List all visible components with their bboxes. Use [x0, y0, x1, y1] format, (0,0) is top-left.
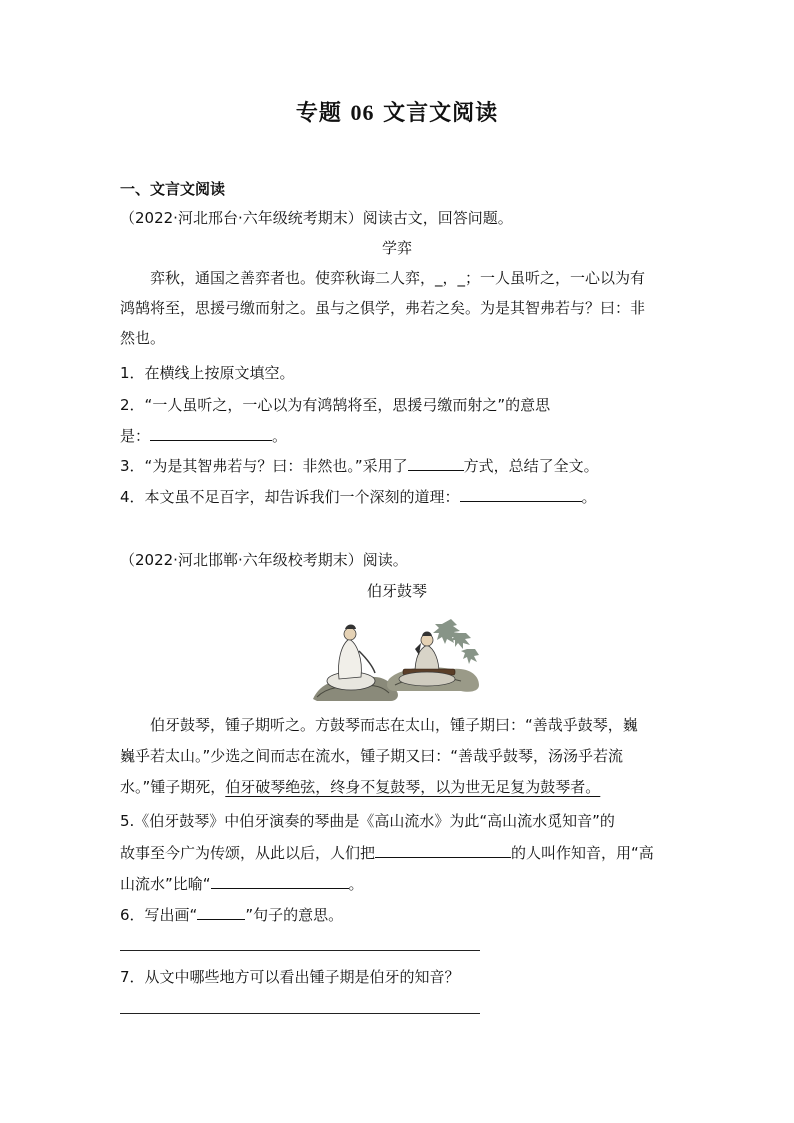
question-4: [120, 486, 680, 507]
two-scholars-illustration: [311, 615, 481, 703]
question-6-suffix: ”句子的意思。: [245, 906, 344, 924]
question-6-prefix: 6．写出画“: [120, 906, 198, 924]
question-3-suffix: 方式，总结了全文。: [463, 457, 599, 475]
question-6: [120, 904, 680, 925]
passage1-line3: 然也。: [120, 329, 166, 347]
question-1: 1．在横线上按原文填空。: [120, 364, 295, 382]
question-7: 7．从文中哪些地方可以看出锺子期是伯牙的知音？: [120, 968, 460, 986]
passage2-line3-plain: 水。”锺子期死，: [120, 778, 226, 796]
question-4-prefix: 4．本文虽不足百字，却告诉我们一个深刻的道理：: [120, 488, 460, 506]
answer-blank-q3[interactable]: [408, 456, 464, 471]
passage2-line1: 伯牙鼓琴，锺子期听之。方鼓琴而志在太山，锺子期曰：“善哉乎鼓琴，巍: [150, 716, 638, 734]
page-title: [0, 96, 794, 127]
title-rest: 文言文阅读: [383, 101, 499, 126]
question-5-part1: 故事至今广为传颂，从此以后，人们把: [120, 844, 376, 862]
question-5-part2: 的人叫作知音，用“高: [511, 844, 654, 862]
question-2-line2: [120, 425, 680, 446]
section-heading: 一、文言文阅读: [120, 180, 226, 198]
question-5-line2: [120, 842, 680, 863]
title-prefix: 专题: [295, 101, 342, 126]
question-3-prefix: 3．“为是其智弗若与？曰：非然也。”采用了: [120, 457, 408, 475]
question-5-end: 。: [348, 875, 364, 893]
answer-blank-q5-b[interactable]: [211, 874, 349, 889]
passage2-source: （2022·河北邯郸·六年级校考期末）阅读。: [120, 551, 408, 569]
answer-blank-q4[interactable]: [460, 487, 582, 502]
passage2-title: 伯牙鼓琴: [366, 582, 427, 600]
underlined-sentence: 伯牙破琴绝弦，终身不复鼓琴，以为世无足复为鼓琴者。: [225, 778, 601, 796]
question-3: [120, 455, 680, 476]
answer-line-q6[interactable]: [120, 950, 480, 951]
passage1-source: （2022·河北邢台·六年级统考期末）阅读古文，回答问题。: [120, 209, 513, 227]
answer-line-q7[interactable]: [120, 1013, 480, 1014]
passage1-line2: 鸿鹄将至，思援弓缴而射之。虽与之俱学，弗若之矣。为是其智弗若与？曰：非: [120, 299, 646, 317]
answer-blank-q5-a[interactable]: [375, 843, 511, 858]
passage2-line3: [120, 776, 680, 797]
question-2-end: 。: [272, 427, 288, 445]
passage2-line2: 巍乎若太山。”少选之间而志在流水，锺子期又曰：“善哉乎鼓琴，汤汤乎若流: [120, 747, 624, 765]
question-5-part3: 山流水”比喻“: [120, 875, 211, 893]
question-5-line3: [120, 873, 680, 894]
question-6-inline-blank: [197, 905, 245, 920]
passage1-line1: 弈秋，通国之善弈者也。使弈秋诲二人弈，_，_；一人虽听之，一心以为有: [150, 269, 646, 287]
answer-blank-q2[interactable]: [150, 426, 272, 441]
title-number: 06: [350, 100, 375, 125]
question-2-prefix: 是：: [120, 427, 151, 445]
passage1-title: 学弈: [381, 239, 412, 257]
question-5-line1: 5.《伯牙鼓琴》中伯牙演奏的琴曲是《高山流水》为此“高山流水觅知音”的: [120, 812, 615, 830]
question-4-end: 。: [581, 488, 597, 506]
question-2-line1: 2．“一人虽听之，一心以为有鸿鹄将至，思援弓缴而射之”的意思: [120, 396, 551, 414]
